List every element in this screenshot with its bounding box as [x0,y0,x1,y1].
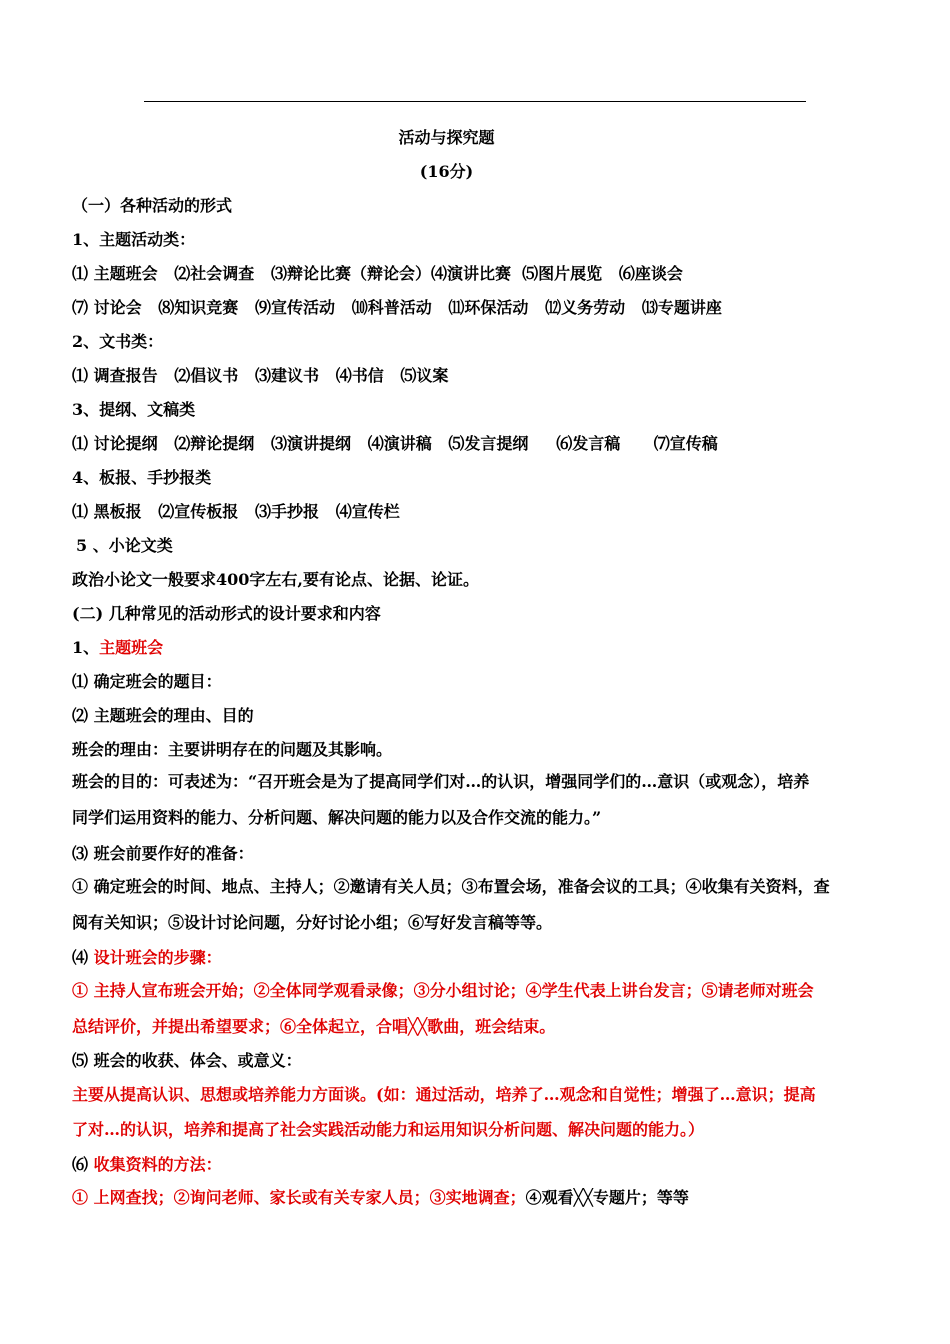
category-2-heading: 2、文书类： [72,332,164,351]
category-2-row: ⑴ 调查报告 ⑵倡议书 ⑶建议书 ⑷书信 ⑸议案 [72,366,449,385]
category-4-row: ⑴ 黑板报 ⑵宣传板报 ⑶手抄报 ⑷宣传栏 [72,502,400,521]
header-rule [144,101,806,102]
preparation-line-1: ① 确定班会的时间、地点、主持人；②邀请有关人员；③布置会场，准备会议的工具；④收集有关资料，查 [72,877,830,896]
category-4-heading: 4、板报、手抄报类 [72,468,212,487]
methods-red-part: ① 上网查找；②询问老师、家长或有关专家人员；③实地调查； [72,1188,526,1207]
methods-black-part: ④观看╳╳专题片；等等 [525,1188,689,1207]
point-2: ⑵ 主题班会的理由、目的 [72,706,254,725]
point-1: ⑴ 确定班会的题目： [72,672,222,691]
preparation-line-2: 阅有关知识；⑤设计讨论问题，分好讨论小组；⑥写好发言稿等等。 [72,913,553,932]
point-5: ⑸ 班会的收获、体会、或意义： [72,1051,302,1070]
reason-text: 班会的理由：主要讲明存在的问题及其影响。 [72,740,393,759]
steps-line-1: ① 主持人宣布班会开始；②全体同学观看录像；③分小组讨论；④学生代表上讲台发言；⑤请老师对班会 [72,981,814,1000]
steps-line-2: 总结评价，并提出希望要求；⑥全体起立，合唱╳╳歌曲，班会结束。 [72,1017,556,1036]
section-2-heading: (二) 几种常见的活动形式的设计要求和内容 [72,604,381,623]
category-1-row-1: ⑴ 主题班会 ⑵社会调查 ⑶辩论比赛（辩论会）⑷演讲比赛 ⑸图片展览 ⑹座谈会 [72,264,683,283]
gain-line-1: 主要从提高认识、思想或培养能力方面谈。(如：通过活动，培养了…观念和自觉性；增强了…意识；提高 [72,1085,816,1104]
point-6-title: 收集资料的方法： [93,1155,222,1174]
point-6-number: ⑹ [72,1155,94,1174]
class-meeting-heading [72,638,163,658]
class-meeting-number: 1、 [72,638,100,657]
section-1-heading: （一）各种活动的形式 [72,196,233,215]
point-4-title: 设计班会的步骤： [93,948,222,967]
point-4 [72,948,222,968]
category-3-heading: 3、提纲、文稿类 [72,400,196,419]
category-1-row-2: ⑺ 讨论会 ⑻知识竞赛 ⑼宣传活动 ⑽科普活动 ⑾环保活动 ⑿义务劳动 ⒀专题讲座 [72,298,722,317]
category-5-heading: 5 、小论文类 [76,536,173,555]
point-4-number: ⑷ [72,948,94,967]
category-1-heading: 1、主题活动类： [72,230,196,249]
point-3: ⑶ 班会前要作好的准备： [72,844,254,863]
methods-line [72,1188,689,1208]
page-title: 活动与探究题 [398,128,495,147]
category-5-row: 政治小论文一般要求400字左右,要有论点、论据、论证。 [72,570,479,589]
category-3-row: ⑴ 讨论提纲 ⑵辩论提纲 ⑶演讲提纲 ⑷演讲稿 ⑸发言提纲 ⑹发言稿 ⑺宣传稿 [72,434,718,453]
gain-line-2: 了对…的认识，培养和提高了社会实践活动能力和运用知识分析问题、解决问题的能力。） [72,1120,705,1139]
purpose-line-1: 班会的目的：可表述为：“召开班会是为了提高同学们对…的认识，增强同学们的…意识（或观念），培养 [72,772,810,791]
purpose-line-2: 同学们运用资料的能力、分析问题、解决问题的能力以及合作交流的能力。” [72,808,602,827]
score-label: (16分) [419,162,474,181]
class-meeting-title: 主题班会 [99,638,164,657]
point-6 [72,1155,222,1175]
